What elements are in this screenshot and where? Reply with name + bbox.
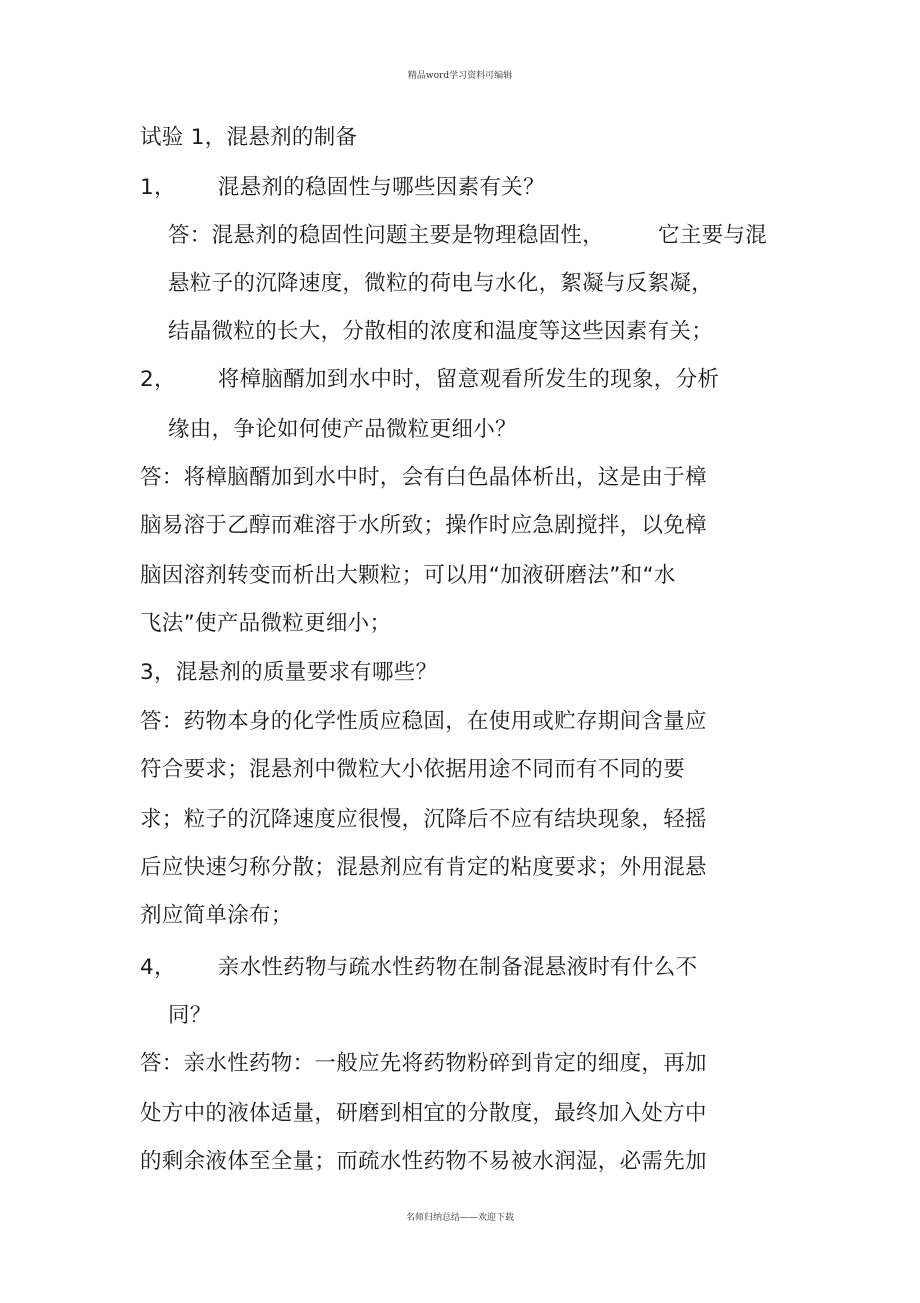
answer-1-line-1 [168, 223, 767, 249]
question-number: 2， [140, 367, 176, 392]
page-header: 精品word学习资料可编辑 [407, 71, 513, 81]
answer-2-line-3: 脑因溶剂转变而析出大颗粒；可以用“加液研磨法”和“水 [140, 563, 676, 588]
answer-4-line-1: 答：亲水性药物：一般应先将药物粉碎到肯定的细度，再加 [140, 1051, 707, 1076]
page-footer: 名师归纳总结——欢迎下载 [405, 1213, 514, 1223]
question-4-line-2: 同？ [168, 1003, 212, 1028]
question-1 [140, 175, 545, 201]
question-3: 3，混悬剂的质量要求有哪些？ [140, 660, 438, 685]
answer-3-line-5: 剂应简单涂布； [140, 903, 293, 928]
question-4 [140, 955, 697, 981]
answer-2-line-2: 脑易溶于乙醇而难溶于水所致；操作时应急剧搅拌，以免樟 [140, 513, 707, 538]
answer-2-line-1: 答：将樟脑醑加到水中时，会有白色晶体析出，这是由于樟 [140, 465, 707, 490]
question-text: 将樟脑醑加到水中时，留意观看所发生的现象，分析 [217, 367, 720, 392]
question-2 [140, 367, 719, 393]
question-2-line-2: 缘由，争论如何使产品微粒更细小？ [168, 417, 517, 442]
question-number: 1， [140, 175, 176, 200]
answer-3-line-2: 符合要求；混悬剂中微粒大小依据用途不同而有不同的要 [140, 757, 686, 782]
answer-3-line-3: 求；粒子的沉降速度应很慢，沉降后不应有结块现象，轻摇 [140, 807, 707, 832]
answer-3-line-1: 答：药物本身的化学性质应稳固，在使用或贮存期间含量应 [140, 709, 707, 734]
answer-text-continued: 它主要与混 [658, 223, 768, 248]
section-title: 试验 1，混悬剂的制备 [140, 125, 358, 150]
answer-4-line-3: 的剩余液体至全量；而疏水性药物不易被水润湿，必需先加 [140, 1149, 707, 1174]
answer-1-line-3: 结晶微粒的长大，分散相的浓度和温度等这些因素有关； [168, 319, 714, 344]
answer-2-line-4: 飞法”使产品微粒更细小； [140, 611, 392, 636]
answer-1-line-2: 悬粒子的沉降速度，微粒的荷电与水化，絮凝与反絮凝， [168, 271, 714, 296]
answer-4-line-2: 处方中的液体适量，研磨到相宜的分散度，最终加入处方中 [140, 1101, 707, 1126]
question-text: 混悬剂的稳固性与哪些因素有关？ [217, 175, 545, 200]
answer-text: 答：混悬剂的稳固性问题主要是物理稳固性， [168, 223, 605, 248]
question-number: 4， [140, 955, 176, 980]
answer-3-line-4: 后应快速匀称分散；混悬剂应有肯定的粘度要求；外用混悬 [140, 855, 707, 880]
question-text: 亲水性药物与疏水性药物在制备混悬液时有什么不 [217, 955, 698, 980]
